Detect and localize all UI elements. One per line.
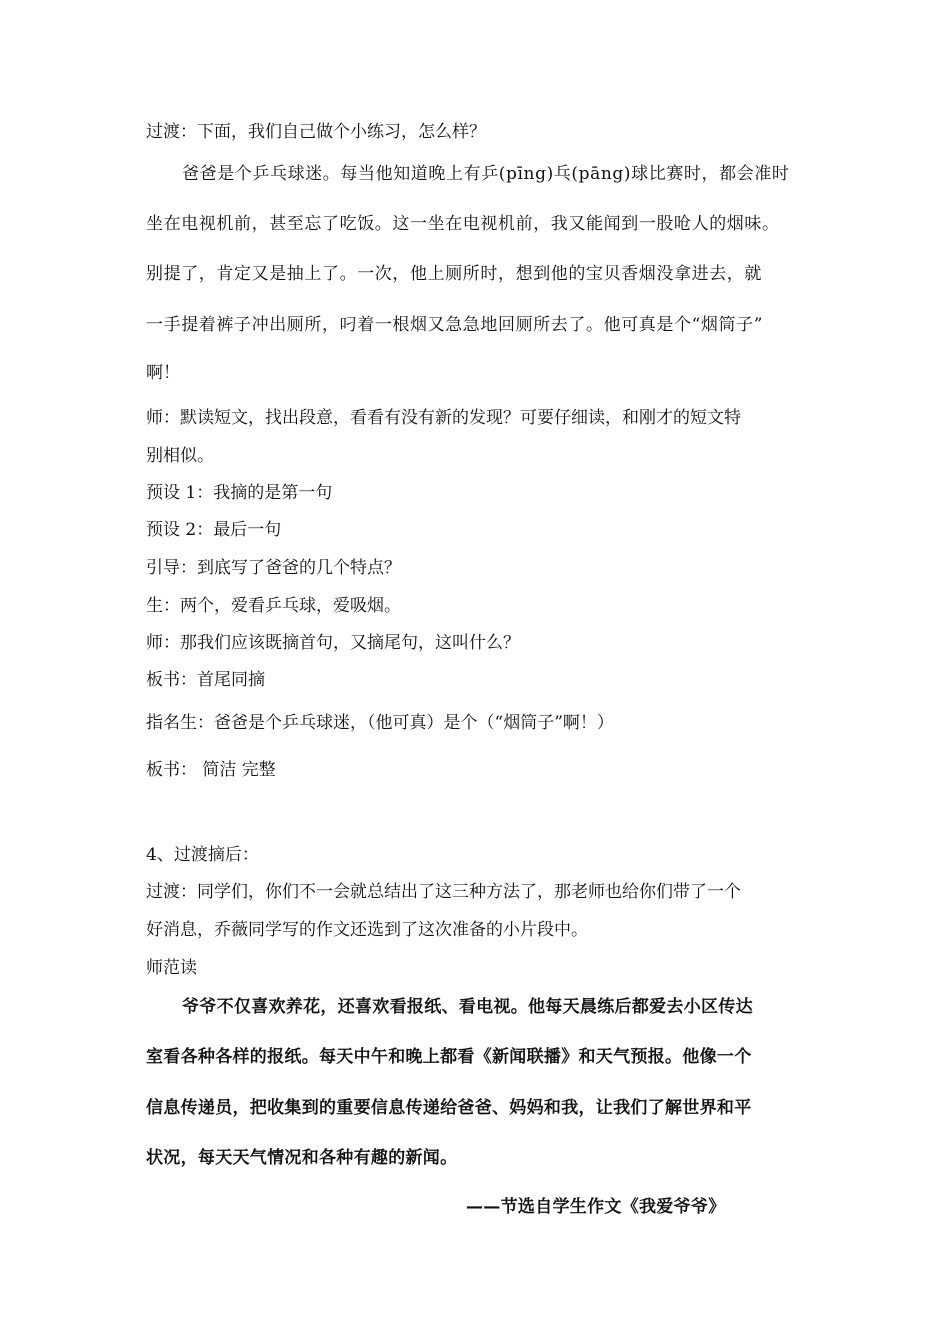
- passage-line-3: 别提了，肯定又是抽上了。一次，他上厕所时，想到他的宝贝香烟没拿进去，就: [146, 264, 762, 284]
- section-heading: 4、过渡摘后：: [146, 845, 259, 865]
- student-line: 生：两个，爱看乒乓球，爱吸烟。: [146, 596, 401, 616]
- named-student-line: 指名生：爸爸是个乒乓球迷，（他可真）是个（“烟筒子”啊！）: [146, 713, 614, 733]
- teacher-line-3: 师：那我们应该既摘首句，又摘尾句，这叫什么？: [146, 633, 520, 653]
- model-reading-label: 师范读: [146, 958, 197, 978]
- teacher-line-2: 别相似。: [146, 446, 214, 466]
- preset-line-1: 预设 1：我摘的是第一句: [146, 483, 333, 503]
- passage-line-4: 一手提着裤子冲出厕所，叼着一根烟又急急地回厕所去了。他可真是个“烟筒子”: [146, 315, 763, 335]
- teacher-line-1: 师：默读短文，找出段意，看看有没有新的发现？可要仔细读，和刚才的短文特: [146, 408, 741, 428]
- passage-line-1: 爸爸是个乒乓球迷。每当他知道晚上有乒(pīng)乓(pāng)球比赛时，都会准时: [182, 164, 790, 184]
- guide-line: 引导：到底写了爸爸的几个特点？: [146, 558, 401, 578]
- excerpt-source: ——节选自学生作文《我爱爷爷》: [466, 1197, 726, 1217]
- board-line-1: 板书：首尾同摘: [146, 670, 265, 690]
- passage-line-5: 啊！: [146, 363, 180, 383]
- excerpt-line-4: 状况，每天天气情况和各种有趣的新闻。: [146, 1148, 458, 1168]
- transition-after-line-1: 过渡：同学们，你们不一会就总结出了这三种方法了，那老师也给你们带了一个: [146, 882, 741, 902]
- excerpt-line-3: 信息传递员，把收集到的重要信息传递给爸爸、妈妈和我，让我们了解世界和平: [146, 1098, 752, 1118]
- excerpt-line-2: 室看各种各样的报纸。每天中午和晚上都看《新闻联播》和天气预报。他像一个: [146, 1047, 752, 1067]
- excerpt-line-1: 爷爷不仅喜欢养花，还喜欢看报纸、看电视。他每天晨练后都爱去小区传达: [182, 997, 753, 1017]
- transition-line: 过渡：下面，我们自己做个小练习，怎么样？: [146, 122, 486, 142]
- board-line-2: 板书： 简洁 完整: [146, 760, 276, 780]
- transition-after-line-2: 好消息，乔薇同学写的作文还选到了这次准备的小片段中。: [146, 920, 588, 940]
- preset-line-2: 预设 2：最后一句: [146, 520, 282, 540]
- passage-line-2: 坐在电视机前，甚至忘了吃饭。这一坐在电视机前，我又能闻到一股呛人的烟味。: [146, 214, 780, 234]
